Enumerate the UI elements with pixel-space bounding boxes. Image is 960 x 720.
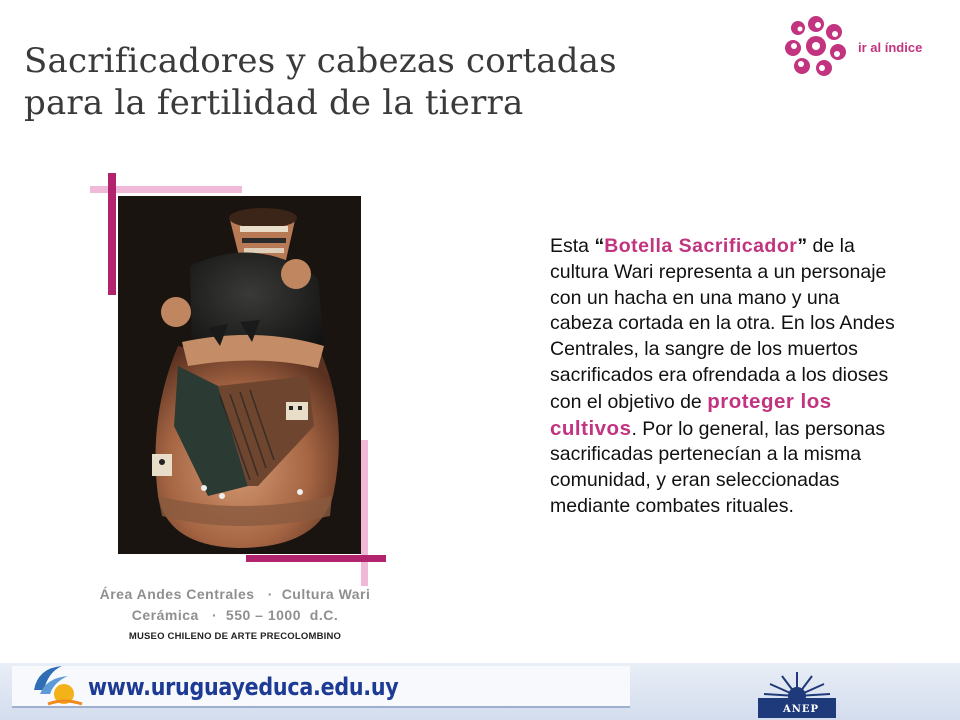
description-paragraph [550, 234, 900, 520]
frame-bar-bottom-dark [246, 555, 386, 562]
site-url-link[interactable]: www.uruguayeduca.edu.uy [88, 673, 399, 701]
desc-text-2: . Por lo general, las personas sacrificadas pertenecían a la misma comunidad, y eran seleccionadas mediante combates rituales. [550, 417, 886, 517]
desc-text-1: de la cultura Wari representa a un personaje con un hacha en una mano y una cabeza cortada en la otra. En los Andes Centrales, la sangre de los muertos sacrificados era ofrendada a los dioses con el objetivo de [550, 235, 895, 413]
ceramic-bottle-photo [118, 196, 361, 554]
open-quote: “ [594, 235, 605, 257]
close-quote: ” [797, 235, 808, 257]
title-line-1: Sacrificadores y cabezas cortadas [24, 41, 617, 81]
frame-bar-right-light [361, 440, 368, 586]
ceramic-bottle-illustration [118, 196, 361, 554]
highlight-bottle-name: Botella Sacrificador [604, 235, 798, 257]
artwork-caption-origin: Área Andes Centrales · Cultura Wari [99, 586, 371, 602]
desc-intro: Esta [550, 235, 595, 257]
frame-bar-left-dark [108, 173, 116, 295]
sun-logo-icon [28, 660, 84, 708]
artwork-caption-material: Cerámica · 550 – 1000 d.C. [131, 607, 339, 623]
swirl-logo-icon[interactable] [782, 14, 850, 78]
index-link[interactable]: ir al índice [858, 40, 923, 55]
footer-bar [0, 656, 960, 720]
title-line-2: para la fertilidad de la tierra [24, 83, 524, 123]
museum-credit: MUSEO CHILENO DE ARTE PRECOLOMBINO [128, 631, 342, 642]
highlight-protect-crops: proteger los cultivos [550, 389, 832, 440]
anep-label: ANEP [783, 704, 820, 715]
page-title [24, 40, 644, 124]
